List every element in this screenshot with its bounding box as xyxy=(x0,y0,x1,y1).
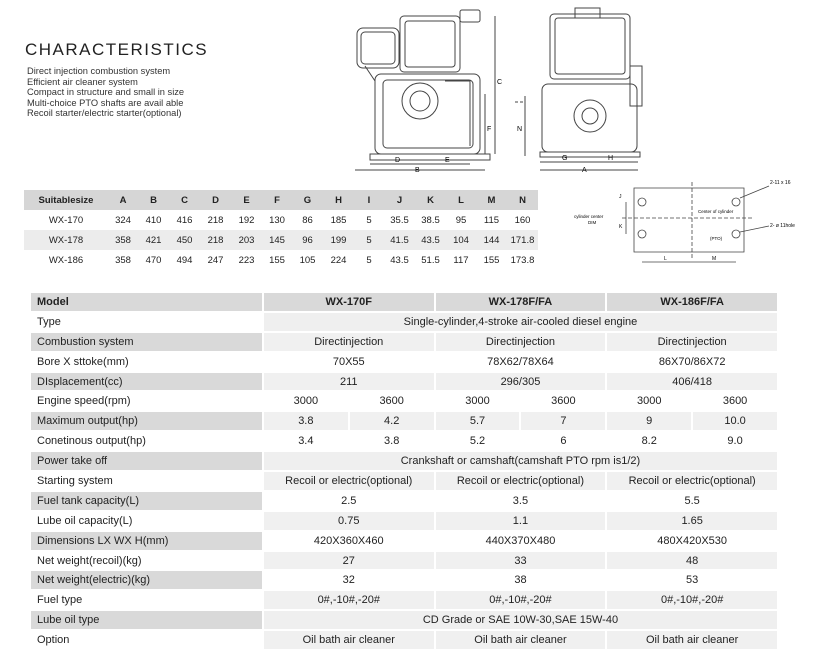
spec-value: 1.65 xyxy=(607,512,777,530)
spec-value: 6 xyxy=(521,432,605,450)
spec-value: 0#,-10#,-20# xyxy=(607,591,777,609)
table-cell: 192 xyxy=(231,210,262,230)
table-cell: 5 xyxy=(354,250,384,270)
col-header: G xyxy=(292,190,323,210)
dim-label-a: A xyxy=(582,167,587,174)
dim-label-b: B xyxy=(415,167,420,174)
pto-label: (PTO) xyxy=(710,236,723,241)
col-header: F xyxy=(262,190,292,210)
table-cell: 173.8 xyxy=(507,250,538,270)
spec-label: DIsplacement(cc) xyxy=(31,373,262,391)
spec-header-row xyxy=(31,293,777,311)
table-row xyxy=(31,552,777,570)
table-cell: 224 xyxy=(323,250,354,270)
col-header: N xyxy=(507,190,538,210)
dim-label-h: H xyxy=(608,155,614,162)
spec-value: Oil bath air cleaner xyxy=(607,631,777,649)
table-cell: 117 xyxy=(446,250,476,270)
col-header: C xyxy=(169,190,200,210)
table-cell: 218 xyxy=(200,210,231,230)
page-title: CHARACTERISTICS xyxy=(25,40,209,59)
table-row xyxy=(31,512,777,530)
model-header: WX-170F xyxy=(264,293,434,311)
spec-label: Lube oil type xyxy=(31,611,262,629)
table-cell: 95 xyxy=(446,210,476,230)
spec-value: 3.8 xyxy=(350,432,434,450)
spec-label: Starting system xyxy=(31,472,262,490)
spec-value: 3000 xyxy=(436,392,520,410)
table-cell: 115 xyxy=(476,210,507,230)
col-header: E xyxy=(231,190,262,210)
table-cell: 105 xyxy=(292,250,323,270)
spec-value: 1.1 xyxy=(436,512,606,530)
spec-value: 3600 xyxy=(693,392,777,410)
table-cell: 450 xyxy=(169,230,200,250)
table-cell: 86 xyxy=(292,210,323,230)
col-header: A xyxy=(108,190,138,210)
spec-value: Directinjection xyxy=(264,333,434,351)
spec-table xyxy=(29,291,779,651)
spec-value: 406/418 xyxy=(607,373,777,391)
spec-value: 2.5 xyxy=(264,492,434,510)
dim-label-l: L xyxy=(664,256,667,262)
cylinder-center-dim-label: cylinder center xyxy=(574,214,604,219)
col-header: B xyxy=(138,190,169,210)
table-row xyxy=(31,432,777,450)
spec-label: Fuel tank capacity(L) xyxy=(31,492,262,510)
spec-value: 0#,-10#,-20# xyxy=(264,591,434,609)
table-cell: 160 xyxy=(507,210,538,230)
spec-value: 3.4 xyxy=(264,432,348,450)
spec-value: 53 xyxy=(607,571,777,589)
table-cell: WX-178 xyxy=(24,230,108,250)
spec-value: Oil bath air cleaner xyxy=(264,631,434,649)
table-row xyxy=(24,250,538,270)
table-cell: WX-170 xyxy=(24,210,108,230)
table-cell: 218 xyxy=(200,230,231,250)
spec-label: Bore X sttoke(mm) xyxy=(31,353,262,371)
table-cell: 203 xyxy=(231,230,262,250)
table-cell: 421 xyxy=(138,230,169,250)
table-row xyxy=(31,373,777,391)
table-row xyxy=(31,631,777,649)
table-row xyxy=(31,333,777,351)
table-cell: 5 xyxy=(354,210,384,230)
dim-label-m: M xyxy=(712,256,717,262)
spec-value: Oil bath air cleaner xyxy=(436,631,606,649)
feature-list xyxy=(27,66,184,119)
spec-value: 33 xyxy=(436,552,606,570)
spec-value: 9 xyxy=(607,412,691,430)
spec-value: 5.7 xyxy=(436,412,520,430)
table-cell: 155 xyxy=(262,250,292,270)
table-cell: 38.5 xyxy=(415,210,446,230)
feature-item: Recoil starter/electric starter(optional) xyxy=(27,108,182,119)
spec-label: Lube oil capacity(L) xyxy=(31,512,262,530)
spec-value: Recoil or electric(optional) xyxy=(264,472,434,490)
spec-value: Directinjection xyxy=(436,333,606,351)
spec-value: 3600 xyxy=(521,392,605,410)
spec-value: 86X70/86X72 xyxy=(607,353,777,371)
table-cell: WX-186 xyxy=(24,250,108,270)
spec-label: Combustion system xyxy=(31,333,262,351)
table-row xyxy=(31,472,777,490)
col-header: Suitablesize xyxy=(24,190,108,210)
spec-value: 3.5 xyxy=(436,492,606,510)
table-cell: 51.5 xyxy=(415,250,446,270)
dim-label: DIM xyxy=(588,220,597,225)
table-cell: 416 xyxy=(169,210,200,230)
spec-value: 420X360X460 xyxy=(264,532,434,550)
table-row xyxy=(31,571,777,589)
table-cell: 144 xyxy=(476,230,507,250)
spec-value: Recoil or electric(optional) xyxy=(436,472,606,490)
spec-value: 78X62/78X64 xyxy=(436,353,606,371)
table-row xyxy=(31,532,777,550)
table-cell: 358 xyxy=(108,250,138,270)
spec-label: Net weight(electric)(kg) xyxy=(31,571,262,589)
table-cell: 104 xyxy=(446,230,476,250)
table-cell: 223 xyxy=(231,250,262,270)
table-cell: 35.5 xyxy=(384,210,415,230)
dim-label-d: D xyxy=(395,157,401,164)
feature-item: Compact in structure and small in size xyxy=(27,87,185,98)
table-cell: 145 xyxy=(262,230,292,250)
spec-value: 70X55 xyxy=(264,353,434,371)
model-header: WX-186F/FA xyxy=(607,293,777,311)
spec-value: Directinjection xyxy=(607,333,777,351)
spec-value: 0.75 xyxy=(264,512,434,530)
table-cell: 410 xyxy=(138,210,169,230)
feature-item: Efficient air cleaner system xyxy=(27,76,138,87)
dim-label-j: J xyxy=(619,194,622,200)
spec-value: 27 xyxy=(264,552,434,570)
spec-value: 211 xyxy=(264,373,434,391)
spec-value: CD Grade or SAE 10W-30,SAE 15W-40 xyxy=(264,611,777,629)
table-cell: 324 xyxy=(108,210,138,230)
feature-item: Multi-choice PTO shafts are avail able xyxy=(27,97,184,108)
spec-label: Conetinous output(hp) xyxy=(31,432,262,450)
dim-label-e: E xyxy=(445,157,450,164)
spec-label: Type xyxy=(31,313,262,331)
spec-label: Model xyxy=(31,293,262,311)
table-cell: 43.5 xyxy=(384,250,415,270)
engine-front-view-drawing xyxy=(520,6,660,176)
table-row xyxy=(31,412,777,430)
spec-value: 5.5 xyxy=(607,492,777,510)
table-cell: 185 xyxy=(323,210,354,230)
table-cell: 470 xyxy=(138,250,169,270)
table-cell: 494 xyxy=(169,250,200,270)
spec-label: Option xyxy=(31,631,262,649)
spec-value: 3000 xyxy=(264,392,348,410)
model-header: WX-178F/FA xyxy=(436,293,606,311)
spec-value: 3000 xyxy=(607,392,691,410)
dimension-table xyxy=(24,190,538,270)
spec-label: Maximum output(hp) xyxy=(31,412,262,430)
table-row xyxy=(31,591,777,609)
spec-value: 10.0 xyxy=(693,412,777,430)
table-cell: 155 xyxy=(476,250,507,270)
spec-value: 5.2 xyxy=(436,432,520,450)
table-cell: 96 xyxy=(292,230,323,250)
table-row xyxy=(24,210,538,230)
col-header: I xyxy=(354,190,384,210)
table-row xyxy=(24,230,538,250)
table-row xyxy=(31,611,777,629)
col-header: D xyxy=(200,190,231,210)
spec-value: 480X420X530 xyxy=(607,532,777,550)
spec-value: 3600 xyxy=(350,392,434,410)
spec-value: Recoil or electric(optional) xyxy=(607,472,777,490)
table-row xyxy=(31,313,777,331)
bolt-spec-label: 2-11 x 16 xyxy=(770,180,791,186)
spec-value: 0#,-10#,-20# xyxy=(436,591,606,609)
dim-label-c: C xyxy=(497,79,503,86)
table-row xyxy=(31,353,777,371)
dimension-table-header xyxy=(24,190,538,210)
dim-label-n: N xyxy=(517,126,523,133)
spec-value: 32 xyxy=(264,571,434,589)
table-cell: 41.5 xyxy=(384,230,415,250)
spec-label: Net weight(recoil)(kg) xyxy=(31,552,262,570)
spec-value: Crankshaft or camshaft(camshaft PTO rpm is1/2) xyxy=(264,452,777,470)
table-cell: 358 xyxy=(108,230,138,250)
spec-value: 8.2 xyxy=(607,432,691,450)
spec-value: 9.0 xyxy=(693,432,777,450)
feature-item: Direct injection combustion system xyxy=(27,66,171,76)
col-header: L xyxy=(446,190,476,210)
table-cell: 247 xyxy=(200,250,231,270)
spec-value: Single-cylinder,4-stroke air-cooled diesel engine xyxy=(264,313,777,331)
table-cell: 43.5 xyxy=(415,230,446,250)
spec-label: Fuel type xyxy=(31,591,262,609)
col-header: J xyxy=(384,190,415,210)
table-cell: 171.8 xyxy=(507,230,538,250)
spec-value: 38 xyxy=(436,571,606,589)
spec-value: 440X370X480 xyxy=(436,532,606,550)
cylinder-center-label: Center of cylinder xyxy=(698,209,734,214)
mounting-base-diagram xyxy=(574,176,804,268)
spec-value: 296/305 xyxy=(436,373,606,391)
table-row xyxy=(31,492,777,510)
spec-value: 7 xyxy=(521,412,605,430)
table-row xyxy=(31,452,777,470)
col-header: M xyxy=(476,190,507,210)
spec-label: Engine speed(rpm) xyxy=(31,392,262,410)
engine-side-view-drawing xyxy=(345,6,525,176)
spec-value: 48 xyxy=(607,552,777,570)
table-cell: 5 xyxy=(354,230,384,250)
table-cell: 130 xyxy=(262,210,292,230)
spec-value: 3.8 xyxy=(264,412,348,430)
dim-label-f: F xyxy=(487,126,492,133)
dim-label-g: G xyxy=(562,155,568,162)
col-header: K xyxy=(415,190,446,210)
spec-label: Dimensions LX WX H(mm) xyxy=(31,532,262,550)
col-header: H xyxy=(323,190,354,210)
hole-spec-label: 2- ø 11hole xyxy=(770,223,795,229)
dim-label-k: K xyxy=(619,224,623,230)
table-cell: 199 xyxy=(323,230,354,250)
spec-label: Power take off xyxy=(31,452,262,470)
table-row xyxy=(31,392,777,410)
spec-value: 4.2 xyxy=(350,412,434,430)
